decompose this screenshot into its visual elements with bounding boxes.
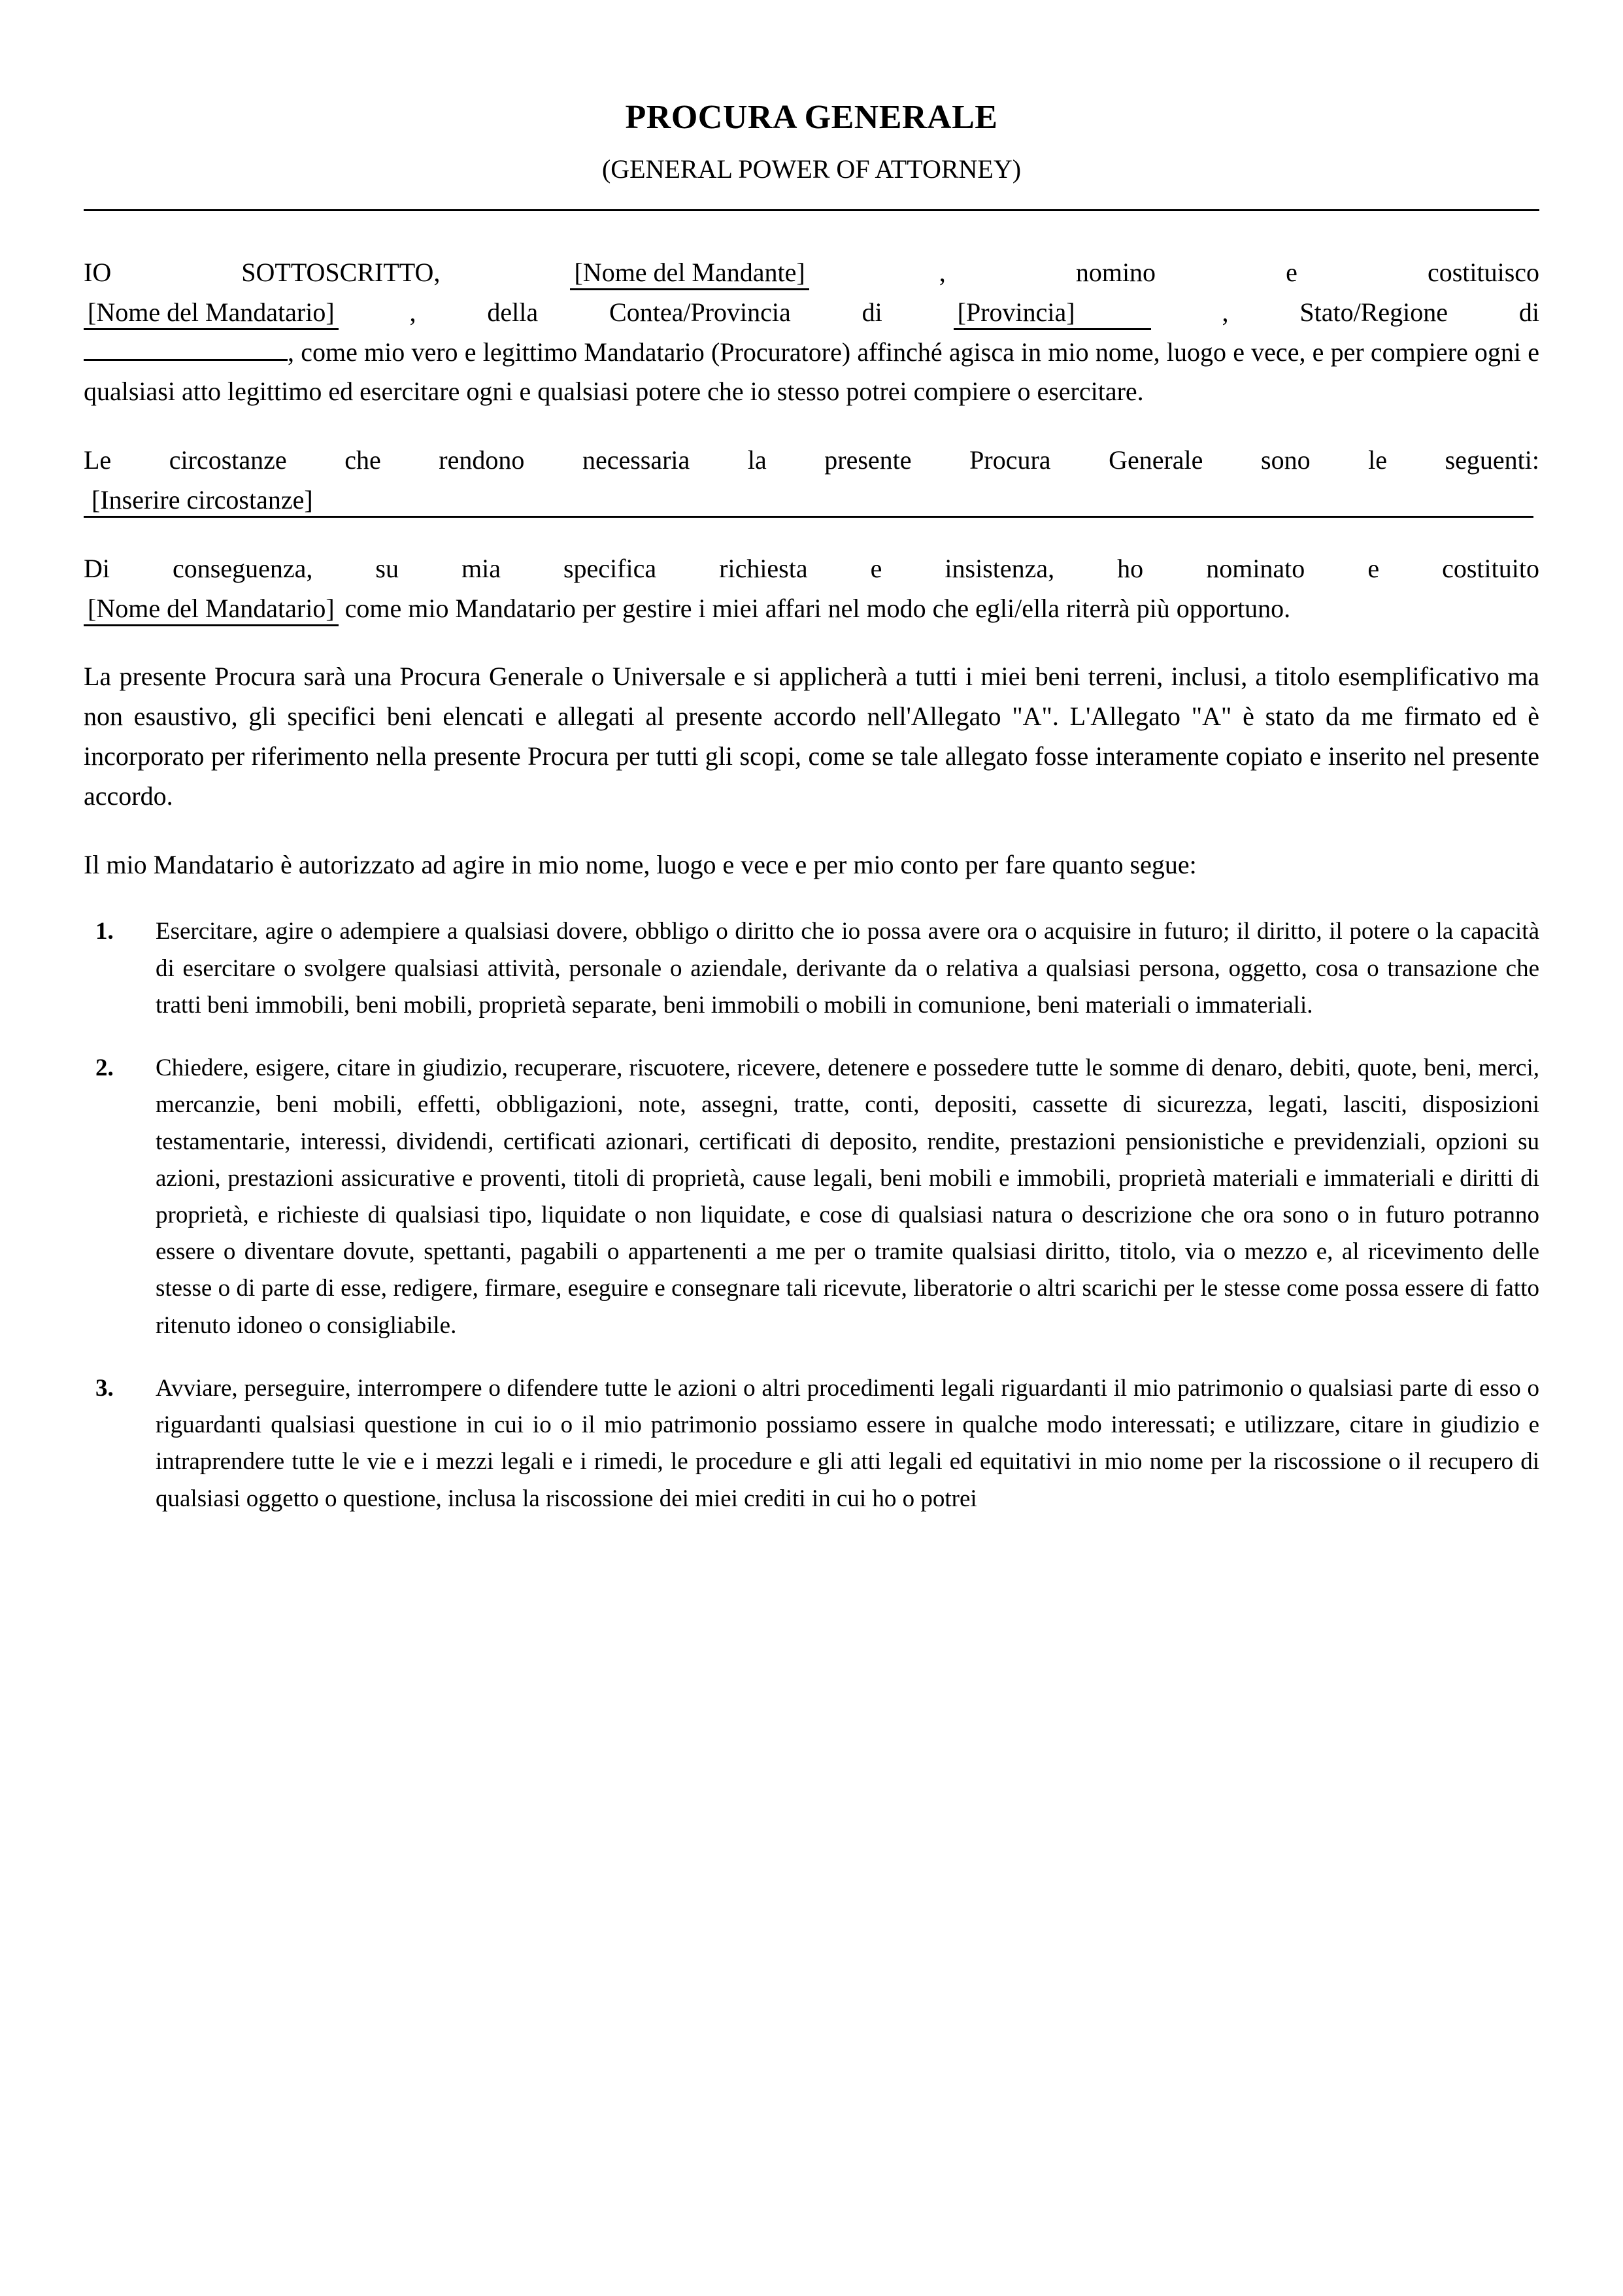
- intro-line-2: [84, 293, 1539, 333]
- list-item: Avviare, perseguire, interrompere o difendere tutte le azioni o altri procedimenti legali riguardanti il mio patrimonio o qualsiasi parte di esso o riguardanti qualsiasi questione in cui io o il mio patrimonio possiamo essere in qualche modo interessati; e utilizzare, citare in giudizio e intraprendere tutte le vie e i mezzi legali e i rimedi, le procedure e gli atti legali ed equitativi in mio nome per la riscossione o il recupero di qualsiasi oggetto o questione, inclusa la riscossione dei miei crediti in cui ho o potrei: [156, 1374, 1539, 1512]
- page-title: PROCURA GENERALE: [625, 99, 998, 136]
- intro-line-1: [84, 253, 1539, 293]
- field-provincia[interactable]: [Provincia]: [954, 298, 1151, 330]
- intro-tail: , come mio vero e legittimo Mandatario (Procuratore) affinché agisca in mio nome, luogo e vece, e per compiere ogni e qualsiasi atto legittimo ed esercitare ogni e qualsiasi potere che io stesso potrei compiere o esercitare.: [84, 337, 1539, 407]
- list-item: Esercitare, agire o adempiere a qualsiasi dovere, obbligo o diritto che io possa avere ora o acquisire in futuro; il diritto, il potere o la capacità di esercitare o svolgere qualsiasi attività, personale o aziendale, derivante da o relativa a qualsiasi persona, oggetto, cosa o transazione che tratti beni immobili, beni mobili, proprietà separate, beni immobili o mobili in comunione, beni materiali o immateriali.: [156, 918, 1539, 1019]
- field-nome-mandatario-2[interactable]: [Nome del Mandatario]: [84, 594, 339, 626]
- header-divider: [84, 209, 1539, 211]
- scope-paragraph: La presente Procura sarà una Procura Generale o Universale e si applicherà a tutti i miei beni terreni, inclusi, a titolo esemplificativo ma non esaustivo, gli specifici beni elencati e allegati al presente accordo nell'Allegato "A". L'Allegato "A" è stato da me firmato ed è incorporato per riferimento nella presente Procura per tutti gli scopi, come se tale allegato fosse interamente copiato e inserito nel presente accordo.: [84, 662, 1539, 811]
- appointment-before: Di conseguenza, su mia specifica richiesta e insistenza, ho nominato e costituito: [84, 553, 1539, 583]
- intro-after-mandante: , nomino e costituisco: [939, 258, 1540, 287]
- circumstances-paragraph: [84, 441, 1539, 520]
- intro-paragraph: [84, 253, 1539, 412]
- field-stato-regione[interactable]: [84, 358, 288, 361]
- clause-list: [84, 913, 1539, 1517]
- authorization-paragraph: Il mio Mandatario è autorizzato ad agire in mio nome, luogo e vece e per mio conto per fare quanto segue:: [84, 849, 1197, 879]
- appointment-after: come mio Mandatario per gestire i miei affari nel modo che egli/ella riterrà più opportuno.: [344, 593, 1291, 623]
- intro-mid-1: , della Contea/Provincia di: [409, 297, 882, 327]
- circumstances-text: Le circostanze che rendono necessaria la presente Procura Generale sono le seguenti:: [84, 445, 1539, 475]
- page-subtitle: (GENERAL POWER OF ATTORNEY): [601, 154, 1022, 184]
- list-item: Chiedere, esigere, citare in giudizio, recuperare, riscuotere, ricevere, detenere e possedere tutte le somme di denaro, debiti, quote, beni, merci, mercanzie, beni mobili, effetti, obbligazioni, note, assegni, tratte, conti, depositi, cassette di sicurezza, legati, lasciti, disposizioni testamentarie, interessi, dividendi, certificati azionari, certificati di deposito, rendite, prestazioni pensionistiche e previdenziali, opzioni su azioni, prestazioni assicurative e proventi, titoli di proprietà, cause legali, beni mobili e immobili, proprietà materiali e immateriali e diritti di proprietà, e richieste di qualsiasi tipo, liquidate o non liquidate, e cose di qualsiasi natura o descrizione che ora sono o in futuro potranno essere o diventare dovute, spettanti, pagabili o appartenenti a me per o tramite qualsiasi diritto, titolo, via o mezzo e, al ricevimento delle stesse o di parte di esse, redigere, firmare, eseguire e consegnare tali ricevute, liberatorie o altri scarichi per le stesse come possa essere di fatto ritenuto idoneo o consigliabile.: [156, 1055, 1539, 1339]
- intro-lead: IO SOTTOSCRITTO,: [84, 258, 441, 287]
- field-nome-mandante[interactable]: [Nome del Mandante]: [570, 258, 809, 290]
- appointment-paragraph: [84, 549, 1539, 629]
- intro-mid-2: , Stato/Regione di: [1222, 297, 1540, 327]
- field-nome-mandatario[interactable]: [Nome del Mandatario]: [84, 298, 339, 330]
- field-circostanze[interactable]: [Inserire circostanze]: [84, 486, 1533, 518]
